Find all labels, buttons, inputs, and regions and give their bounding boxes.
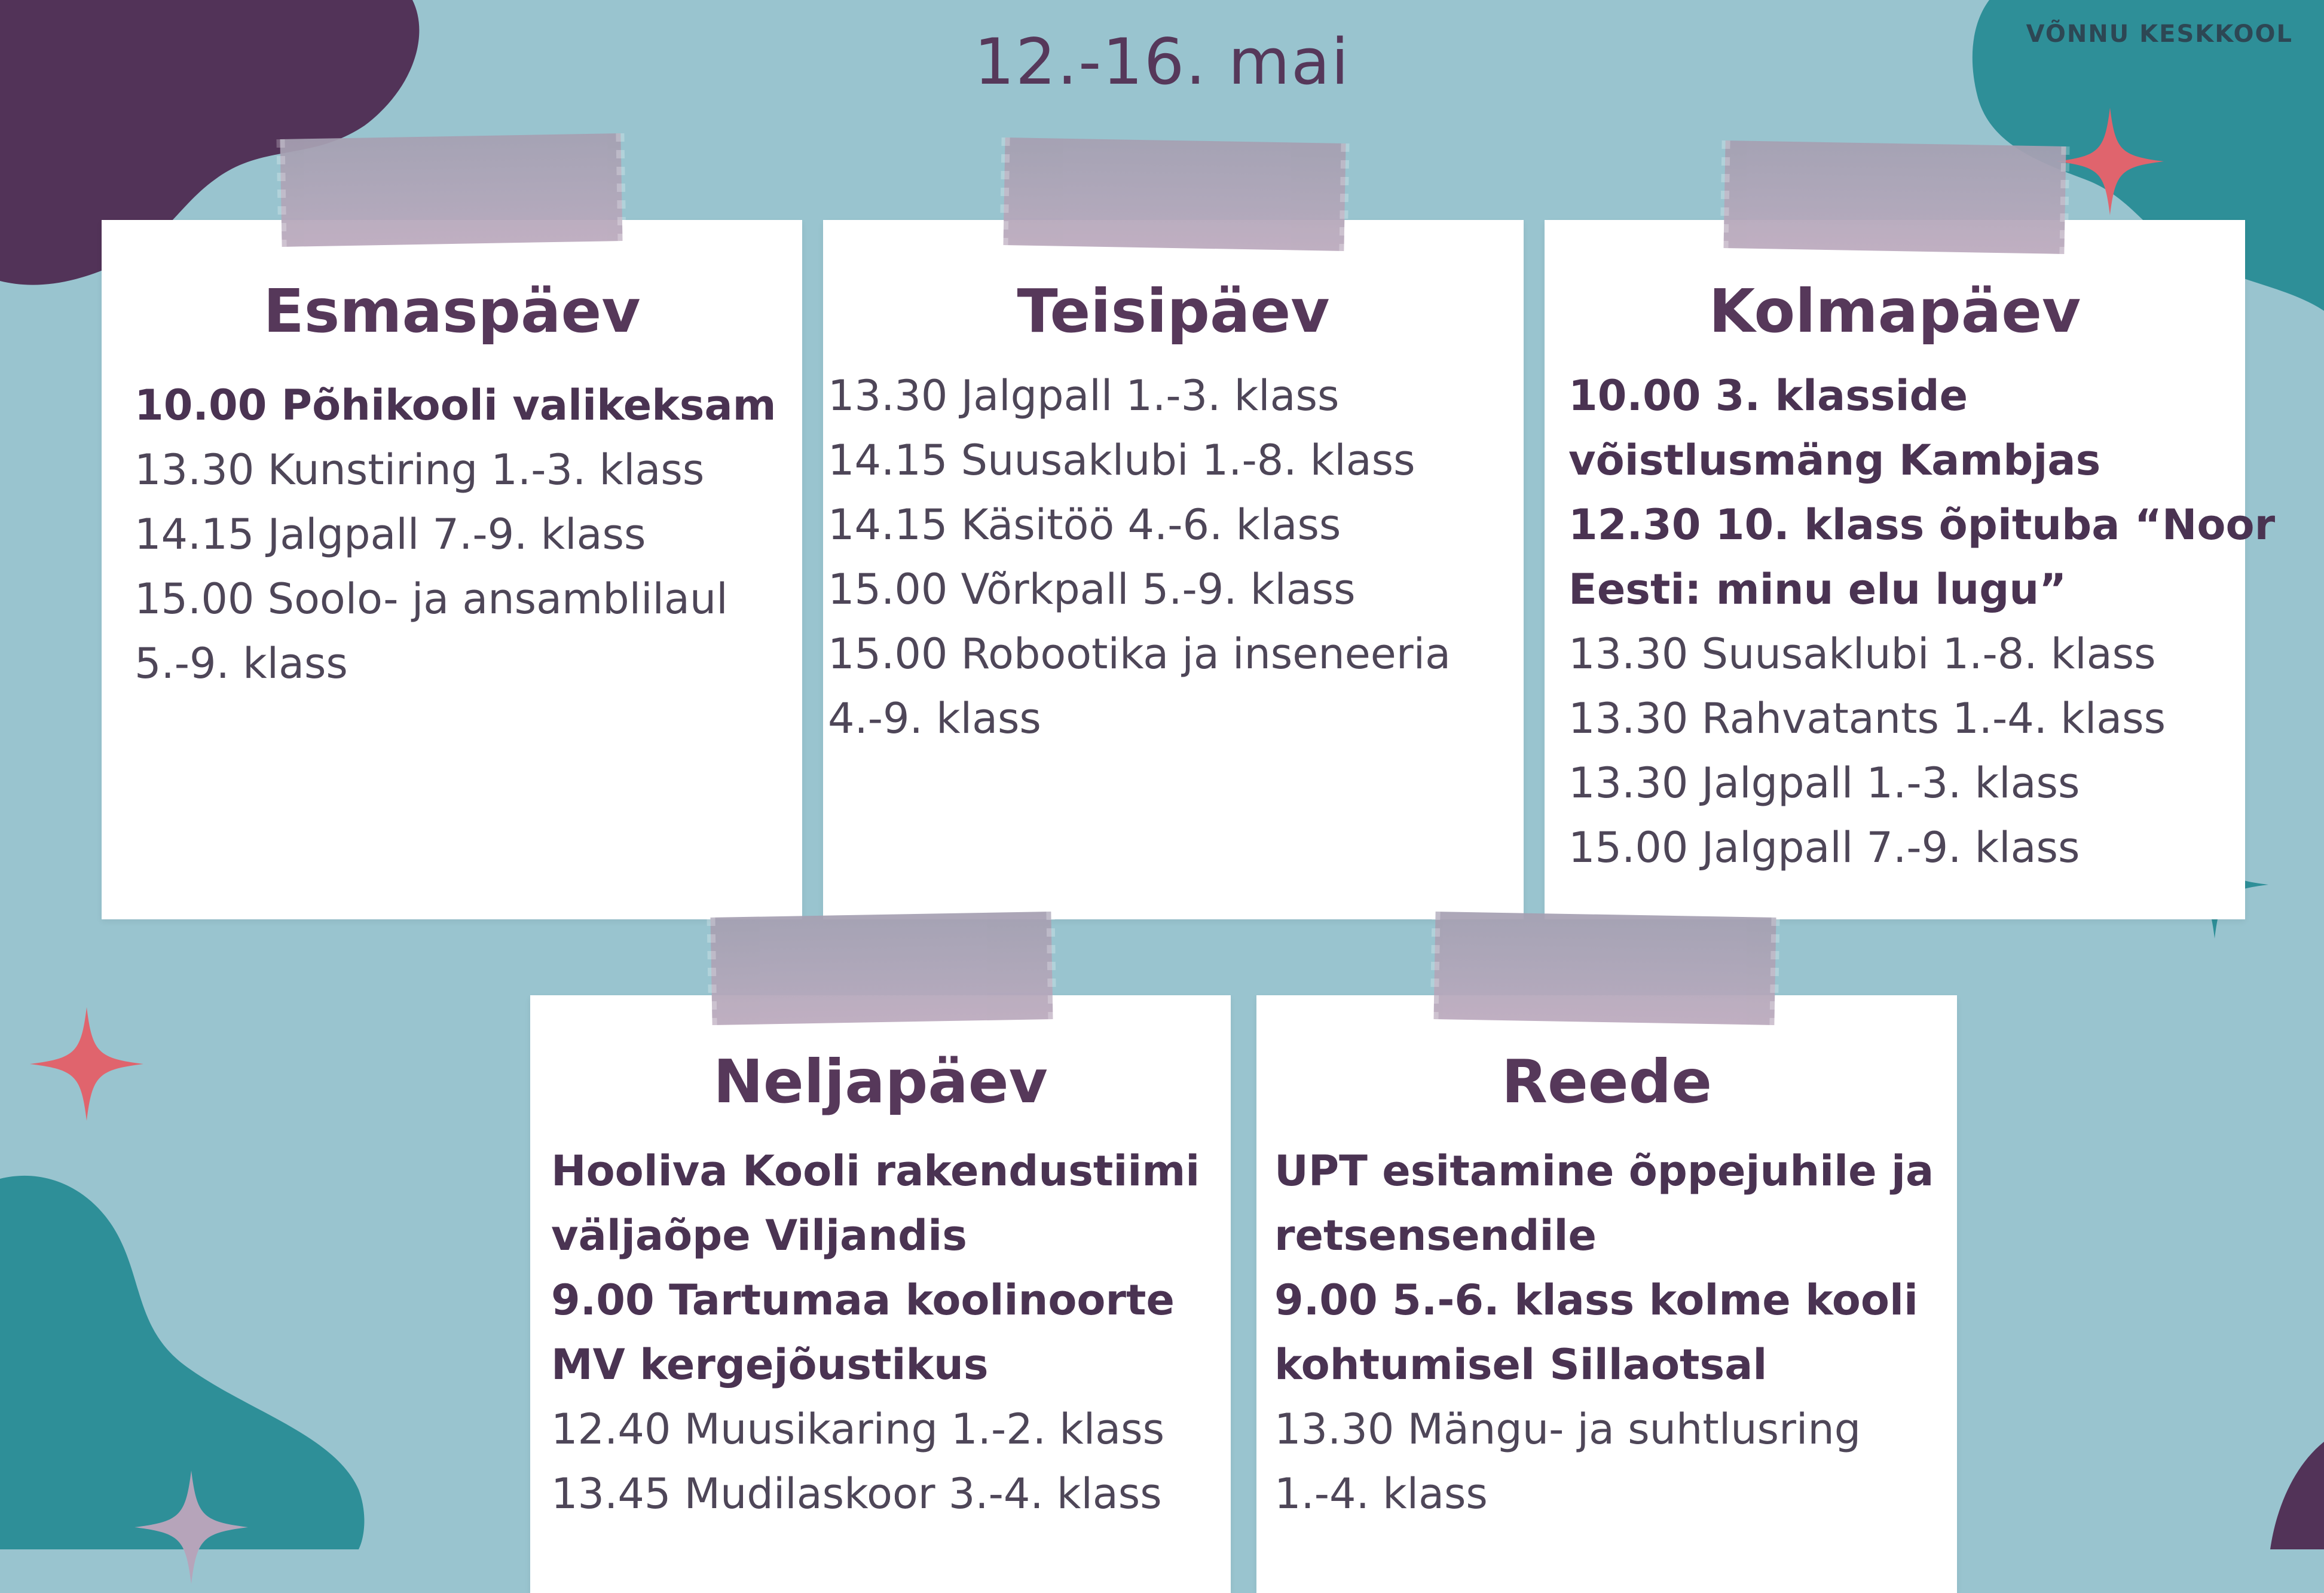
- schedule-list: [828, 363, 1451, 751]
- mauve-sparkle-icon: [134, 1467, 248, 1587]
- schedule-item: 4.-9. klass: [828, 694, 1041, 743]
- tape-strip: [1003, 137, 1346, 251]
- schedule-item: 12.30 10. klass õpituba “Noor: [1568, 500, 2276, 549]
- schedule-item: võistlusmäng Kambjas: [1568, 436, 2101, 485]
- schedule-list: [1274, 1139, 1934, 1526]
- day-title: Teisipäev: [1017, 276, 1330, 346]
- schedule-item: 13.30 Suusaklubi 1.-8. klass: [1568, 629, 2156, 678]
- schedule-item: 14.15 Suusaklubi 1.-8. klass: [828, 436, 1415, 485]
- schedule-item: 15.00 Soolo- ja ansamblilaul: [134, 574, 728, 623]
- schedule-list: [134, 373, 776, 696]
- schedule-item: 13.30 Mängu- ja suhtlusring: [1274, 1405, 1861, 1454]
- schedule-item: 1.-4. klass: [1274, 1469, 1488, 1518]
- date-range: 12.-16. mai: [974, 25, 1350, 99]
- schedule-item: 13.30 Kunstiring 1.-3. klass: [134, 445, 705, 494]
- day-title: Reede: [1501, 1047, 1713, 1117]
- day-card-tuesday: [823, 220, 1524, 919]
- schedule-item: 14.15 Jalgpall 7.-9. klass: [134, 510, 646, 559]
- schedule-item: 9.00 Tartumaa koolinoorte: [551, 1276, 1175, 1325]
- schedule-item: 15.00 Robootika ja inseneeria: [828, 629, 1451, 678]
- schedule-item: 13.45 Mudilaskoor 3.-4. klass: [551, 1469, 1162, 1518]
- schedule-item: Hooliva Kooli rakendustiimi: [551, 1146, 1200, 1195]
- coral-sparkle-icon: [2056, 102, 2164, 221]
- schedule-item: UPT esitamine õppejuhile ja: [1274, 1146, 1934, 1195]
- day-card-thursday: [530, 995, 1231, 1593]
- schedule-item: 5.-9. klass: [134, 639, 348, 688]
- day-card-friday: [1256, 995, 1957, 1593]
- day-card-monday: [102, 220, 802, 919]
- schedule-item: 13.30 Rahvatants 1.-4. klass: [1568, 694, 2166, 743]
- day-title: Esmaspäev: [263, 276, 641, 346]
- schedule-item: 15.00 Võrkpall 5.-9. klass: [828, 565, 1356, 614]
- schedule-item: kohtumisel Sillaotsal: [1274, 1340, 1768, 1389]
- day-title: Kolmapäev: [1708, 276, 2081, 346]
- day-card-wednesday: [1545, 220, 2276, 919]
- schedule-item: 12.40 Muusikaring 1.-2. klass: [551, 1405, 1165, 1454]
- schedule-item: 9.00 5.-6. klass kolme kooli: [1274, 1276, 1918, 1325]
- coral-sparkle-icon: [30, 1004, 143, 1124]
- tape-strip: [280, 133, 622, 247]
- schedule-list: [1568, 363, 2275, 880]
- schedule-item: 13.30 Jalgpall 1.-3. klass: [828, 371, 1340, 420]
- school-logo-text: VÕNNU KESKKOOL: [2026, 20, 2293, 48]
- schedule-item: 10.00 3. klasside: [1568, 371, 1968, 420]
- tape-strip: [1723, 140, 2066, 254]
- tape-strip: [710, 912, 1053, 1025]
- schedule-item: 13.30 Jalgpall 1.-3. klass: [1568, 759, 2080, 808]
- schedule-item: 10.00 Põhikooli valikeksam: [134, 381, 776, 430]
- schedule-item: väljaõpe Viljandis: [551, 1211, 967, 1260]
- plum-blob-bottom-right: [2270, 1442, 2324, 1549]
- schedule-item: Eesti: minu elu lugu”: [1568, 565, 2067, 614]
- schedule-list: [551, 1139, 1200, 1526]
- schedule-item: MV kergejõustikus: [551, 1340, 989, 1389]
- day-title: Neljapäev: [713, 1047, 1048, 1117]
- tape-strip: [1433, 912, 1776, 1025]
- schedule-item: 14.15 Käsitöö 4.-6. klass: [828, 500, 1341, 549]
- schedule-item: retsensendile: [1274, 1211, 1597, 1260]
- schedule-item: 15.00 Jalgpall 7.-9. klass: [1568, 823, 2080, 872]
